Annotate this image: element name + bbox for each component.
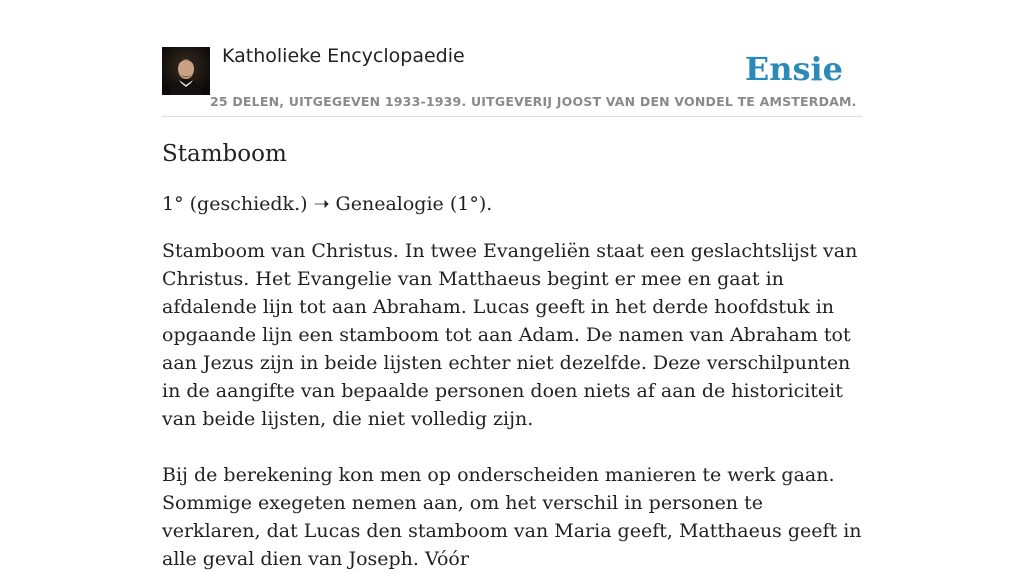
brand-logo-link[interactable]: Ensie — [744, 50, 843, 88]
publication-title[interactable]: Katholieke Encyclopaedie — [222, 45, 465, 67]
publication-subtitle: 25 DELEN, UITGEGEVEN 1933-1939. UITGEVERIJ JOOST VAN DEN VONDEL TE AMSTERDAM. — [210, 94, 857, 109]
arrow-right-icon: ➝ — [313, 193, 330, 215]
cross-reference — [162, 190, 862, 218]
article-paragraph-2: Bij de berekening kon men op onderscheiden manieren te werk gaan. Sommige exegeten nemen aan, om het verschil in personen te verklaren, dat Lucas den stamboom van Maria geeft, Matthaeus geeft in alle geval dien van Joseph. Vóór — [162, 464, 862, 570]
article — [162, 138, 862, 573]
publication-avatar[interactable] — [162, 47, 210, 95]
crossref-prefix: 1° (geschiedk.) — [162, 193, 308, 215]
article-paragraph-1: Stamboom van Christus. In twee Evangeliën staat een geslachtslijst van Christus. Het Evangelie van Matthaeus begint er mee en gaat in afdalende lijn tot aan Abraham. Lucas geeft in het derde hoofdstuk in opgaande lijn een stamboom tot aan Adam. De namen van Abraham tot aan Jezus zijn in beide lijsten echter niet dezelfde. Deze verschilpunten in de aangifte van bepaalde personen doen niets af aan de historiciteit van beide lijsten, die niet volledig zijn. — [162, 240, 858, 430]
publication-header — [162, 40, 862, 117]
article-title: Stamboom — [162, 141, 287, 167]
portrait-avatar-icon — [162, 47, 210, 95]
crossref-link-genealogie[interactable]: Genealogie (1°). — [335, 193, 493, 215]
